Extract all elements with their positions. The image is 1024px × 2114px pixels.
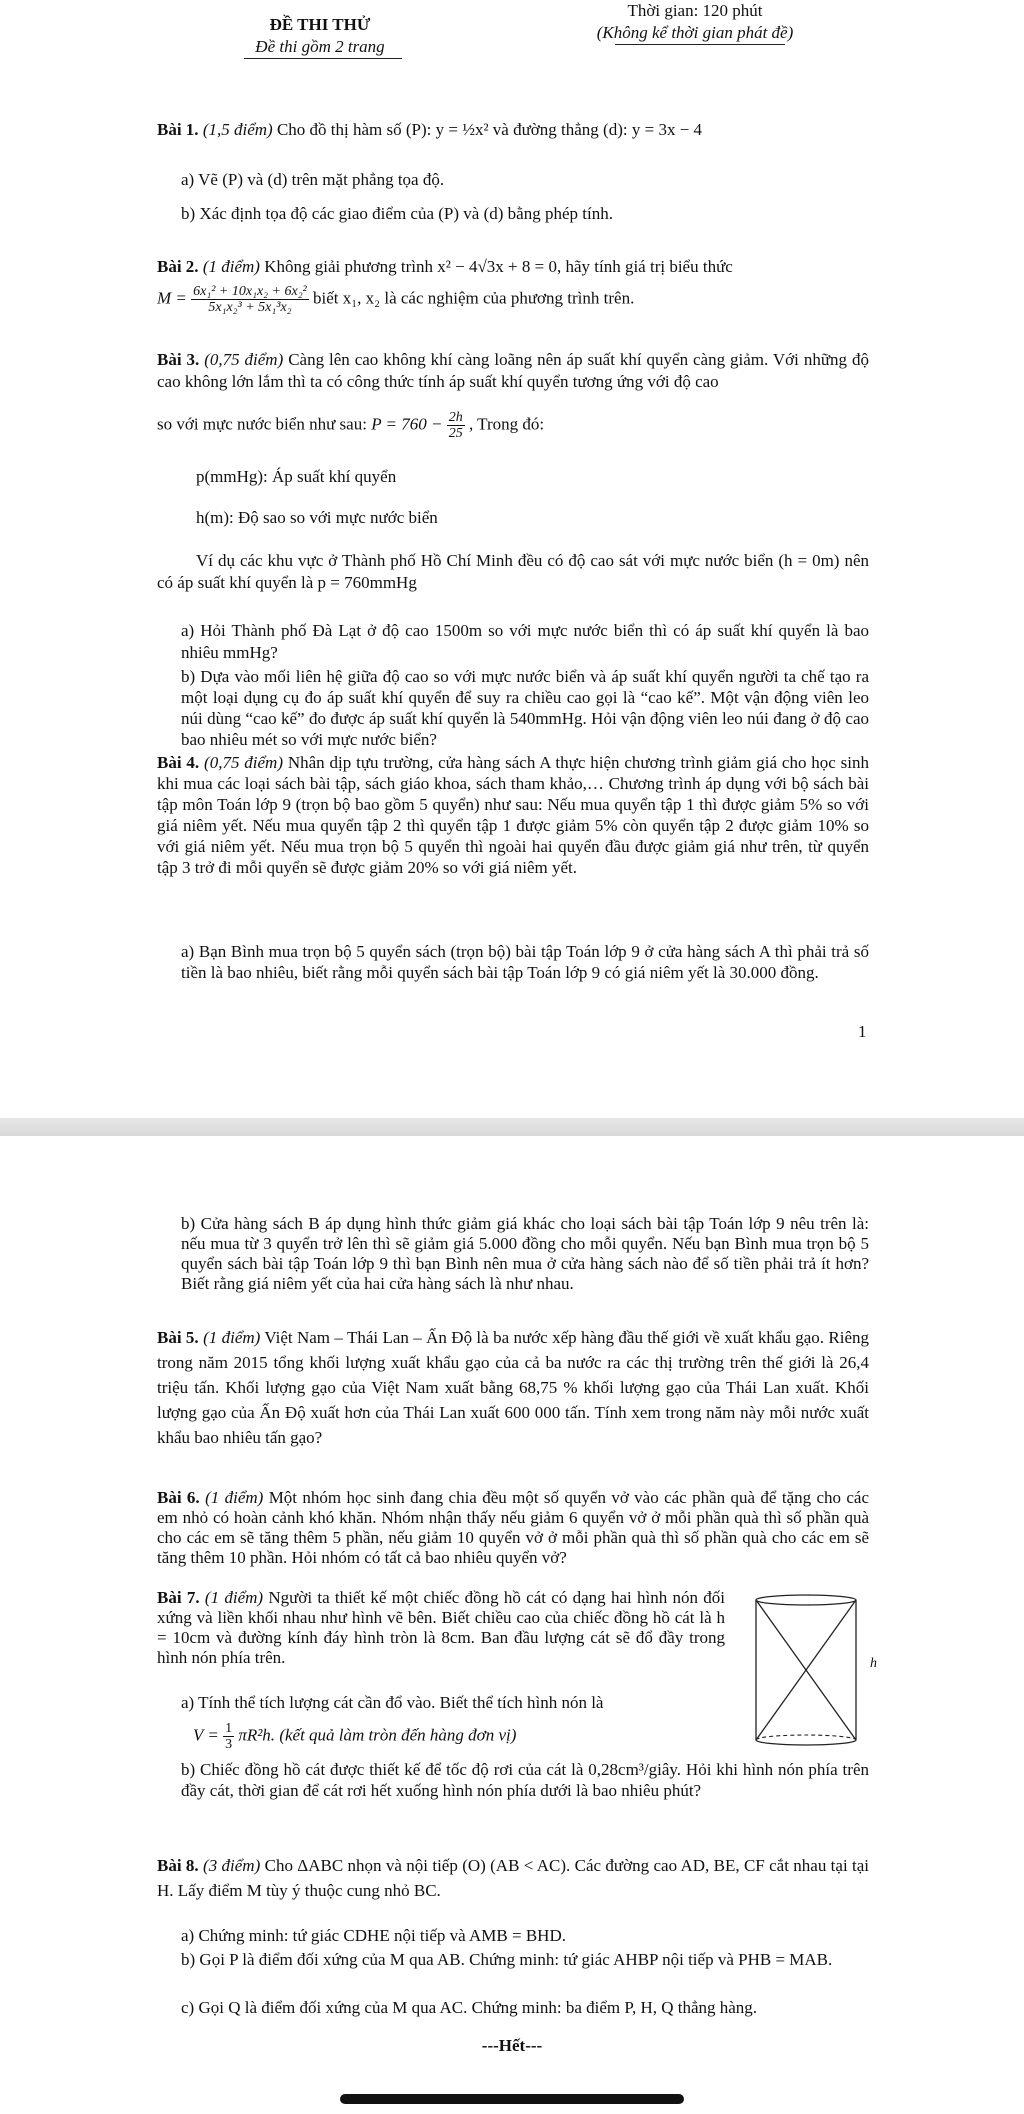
bai3-intro [157, 349, 869, 393]
bai1-points: (1,5 điểm) [202, 120, 273, 139]
bai3-line2-post: , Trong đó: [468, 414, 545, 434]
bai3-def-p: p(mmHg): Áp suất khí quyển [196, 467, 397, 486]
bai6-body: Một nhóm học sinh đang chia đều một số quyển vở vào các phần quà để tặng cho các em nhỏ có hoàn cảnh khó khăn. Nhóm nhận thấy nếu giảm 6 quyển vở ở mỗi phần quà thì số phần quà cho các em sẽ tăng thêm 5 phần, nếu giảm 10 quyển vở ở mỗi phần quà thì số phần quà cho các em sẽ tăng thêm 10 phần. Hỏi nhóm có tất cả bao nhiêu quyển vở? [157, 1488, 870, 1567]
bai8-part-b: b) Gọi P là điểm đối xứng của M qua AB. Chứng minh: tứ giác AHBP nội tiếp và PHB = MAB. [181, 1950, 833, 1969]
bai2-text: Không giải phương trình x² − 4√3x + 8 = 0, hãy tính giá trị biểu thức [264, 257, 733, 276]
bai3-fraction [447, 410, 465, 441]
bai5-text [157, 1325, 869, 1450]
time-block [570, 0, 820, 44]
bai7-fraction-denominator: 3 [225, 1737, 233, 1752]
end-marker: ---Hết--- [481, 2036, 543, 2055]
bai2-heading [157, 256, 869, 278]
bai6-text [157, 1488, 869, 1568]
bai7-text [157, 1588, 725, 1668]
hourglass-bottom-back [756, 1735, 856, 1740]
bai2-points: (1 điểm) [202, 257, 260, 276]
bai3-fraction-numerator: 2h [448, 410, 463, 425]
bai7-formula-line [193, 1721, 733, 1752]
hourglass-figure [752, 1594, 860, 1746]
bai6-points: (1 điểm) [205, 1488, 264, 1507]
bai3-fraction-denominator: 25 [448, 426, 463, 441]
bai7-title: Bài 7. [157, 1588, 200, 1607]
bai7-points: (1 điểm) [204, 1588, 264, 1607]
bai2-fraction [191, 284, 309, 315]
bai7-fraction-numerator: 1 [225, 1721, 233, 1736]
time-note: (Không kể thời gian phát đề) [596, 23, 794, 42]
hourglass-bottom-front [756, 1740, 856, 1745]
bai2-fraction-numerator: 6x₁² + 10x₁x₂ + 6x₂² [193, 284, 307, 299]
bai3-points: (0,75 điểm) [204, 350, 284, 369]
bai7-fraction [223, 1721, 234, 1752]
bai7-part-b: b) Chiếc đồng hồ cát được thiết kế để tốc độ rơi của cát là 0,28cm³/giây. Hỏi khi hình nón phía trên đầy cát, thời gian để cát rơi hết xuống hình nón phía dưới là bao nhiêu phút? [181, 1760, 869, 1800]
bai8-points: (3 điểm) [203, 1856, 261, 1875]
bai4-body: Nhân dịp tựu trường, cửa hàng sách A thực hiện chương trình giảm giá cho học sinh khi mua các loại sách bài tập, sách giáo khoa, sách tham khảo,… Chương trình áp dụng với bộ sách bài tập môn Toán lớp 9 (trọn bộ bao gồm 5 quyển) như sau: Nếu mua quyển tập 1 thì được giảm 5% so với giá niêm yết. Nếu mua quyển tập 2 thì quyển tập 1 được giảm 5% còn quyển tập 2 được giảm 10% so với giá niêm yết. Nếu mua trọn bộ 5 quyển thì ngoài hai quyển đầu được giảm giá như trên, từ quyển tập 3 trở đi mỗi quyển sẽ được giảm 20% so với giá niêm yết. [157, 753, 870, 877]
hourglass-height-label: h [870, 1656, 877, 1671]
bai3-def-h: h(m): Độ sao so với mực nước biển [196, 508, 438, 527]
bai4-part-b: b) Cửa hàng sách B áp dụng hình thức giảm giá khác cho loại sách bài tập Toán lớp 9 nêu trên là: nếu mua từ 3 quyển trở lên thì sẽ giảm giá 5.000 đồng cho mỗi quyển. Nếu bạn Bình mua trọn bộ 5 quyển sách bài tập Toán lớp 9 thì bạn Bình nên mua ở cửa hàng sách nào để số tiền phải trả ít hơn? Biết rằng giá niêm yết của hai cửa hàng sách là như nhau. [181, 1214, 869, 1293]
bai1-text: Cho đồ thị hàm số (P): y = ½x² và đường thẳng (d): y = 3x − 4 [276, 120, 703, 139]
bai1-part-b: b) Xác định tọa độ các giao điểm của (P) và (d) bằng phép tính. [181, 204, 613, 223]
bai4-text [157, 752, 869, 878]
bai2-fraction-denominator: 5x₁x₂³ + 5x₁³x₂ [208, 300, 292, 315]
bai3-line1: Càng lên cao không khí càng loãng nên áp suất khí quyển càng giảm. Với những độ cao không lớn lắm thì ta có công thức tính áp suất khí quyển tương ứng với độ cao [157, 350, 869, 391]
bai7-part-a: a) Tính thể tích lượng cát cần đổ vào. Biết thể tích hình nón là [181, 1693, 604, 1712]
bai1-title: Bài 1. [157, 120, 199, 139]
bai3-line2-pre: so với mực nước biển như sau: [157, 414, 367, 434]
bai3-formula-pre: P = 760 − [371, 414, 443, 434]
bai8-title: Bài 8. [157, 1856, 199, 1875]
bai2-formula-line [157, 284, 869, 315]
bai7-body: Người ta thiết kế một chiếc đồng hồ cát có dạng hai hình nón đối xứng và liền khối nhau như hình vẽ bên. Biết chiều cao của chiếc đồng hồ cát là h = 10cm và đường kính đáy hình tròn là 8cm. Ban đầu lượng cát sẽ đổ đầy trong hình nón phía trên. [157, 1588, 726, 1667]
bai3-part-b: b) Dựa vào mối liên hệ giữa độ cao so với mực nước biển và áp suất khí quyển người ta chế tạo ra một loại dụng cụ đo áp suất khí quyển để suy ra chiều cao gọi là “cao kế”. Một vận động viên leo núi dùng “cao kế” đo được áp suất khí quyển là 540mmHg. Hỏi vận động viên leo núi đang ở độ cao bao nhiêu mét so với mực nước biển? [181, 667, 869, 749]
bai4-title: Bài 4. [157, 753, 200, 772]
page-number: 1 [858, 1022, 867, 1041]
title-underline [244, 58, 402, 59]
exam-page-2 [0, 1136, 1024, 2114]
bai5-title: Bài 5. [157, 1328, 199, 1347]
hourglass-top-ellipse [756, 1595, 856, 1605]
bai5-body: Việt Nam – Thái Lan – Ấn Độ là ba nước xếp hàng đầu thế giới về xuất khẩu gạo. Riêng trong năm 2015 tổng khối lượng xuất khẩu gạo của cả ba nước ra các thị trường trên thế giới là 26,4 triệu tấn. Khối lượng gạo của Việt Nam xuất bằng 68,75 % khối lượng gạo của Thái Lan xuất. Khối lượng gạo của Ấn Độ xuất hơn của Thái Lan xuất 600 000 tấn. Tính xem trong năm này mỗi nước xuất khẩu bao nhiêu tấn gạo? [157, 1328, 870, 1447]
bai8-body: Cho ΔABC nhọn và nội tiếp (O) (AB < AC). Các đường cao AD, BE, CF cắt nhau tại tại H. Lấy điểm M tùy ý thuộc cung nhỏ BC. [157, 1856, 870, 1900]
time-label: Thời gian: 120 phút [627, 1, 763, 20]
bai3-title: Bài 3. [157, 350, 200, 369]
bai2-formula-lhs: M = [157, 288, 187, 308]
bai5-points: (1 điểm) [203, 1328, 261, 1347]
bai3-part-a: a) Hỏi Thành phố Đà Lạt ở độ cao 1500m so với mực nước biển thì có áp suất khí quyển là bao nhiêu mmHg? [181, 621, 869, 662]
home-indicator [340, 2094, 684, 2104]
bai1-part-a: a) Vẽ (P) và (d) trên mặt phẳng tọa độ. [181, 170, 445, 189]
bai8-text [157, 1853, 869, 1903]
bai3-example: Ví dụ các khu vực ở Thành phố Hồ Chí Minh đều có độ cao sát với mực nước biển (h = 0m) nên có áp suất khí quyển là p = 760mmHg [157, 551, 869, 592]
exam-title: ĐỀ THI THỬ [269, 15, 371, 34]
bai2-title: Bài 2. [157, 257, 199, 276]
bai7-formula-pre: V = [193, 1725, 219, 1745]
bai7-formula-note: (kết quả làm tròn đến hàng đơn vị) [279, 1725, 517, 1745]
exam-title-block [240, 14, 400, 58]
bai2-formula-tail: biết x₁, x₂ là các nghiệm của phương trình trên. [313, 288, 635, 308]
bai3-formula-line [157, 410, 869, 441]
bai4-part-a: a) Bạn Bình mua trọn bộ 5 quyển sách (trọn bộ) bài tập Toán lớp 9 ở cửa hàng sách A thì phải trả số tiền là bao nhiêu, biết rằng mỗi quyển sách bài tập Toán lớp 9 có giá niêm yết là 30.000 đồng. [181, 942, 869, 982]
bai6-title: Bài 6. [157, 1488, 200, 1507]
bai7-formula-post: πR²h. [238, 1725, 276, 1745]
bai4-points: (0,75 điểm) [204, 753, 283, 772]
time-underline [615, 44, 785, 45]
bai8-part-c: c) Gọi Q là điểm đối xứng của M qua AC. Chứng minh: ba điểm P, H, Q thẳng hàng. [181, 1998, 758, 2017]
page-separator [0, 1118, 1024, 1136]
pages-note: Đề thi gồm 2 trang [255, 37, 385, 56]
bai8-part-a: a) Chứng minh: tứ giác CDHE nội tiếp và AMB = BHD. [181, 1926, 566, 1945]
bai1-heading [157, 119, 869, 141]
